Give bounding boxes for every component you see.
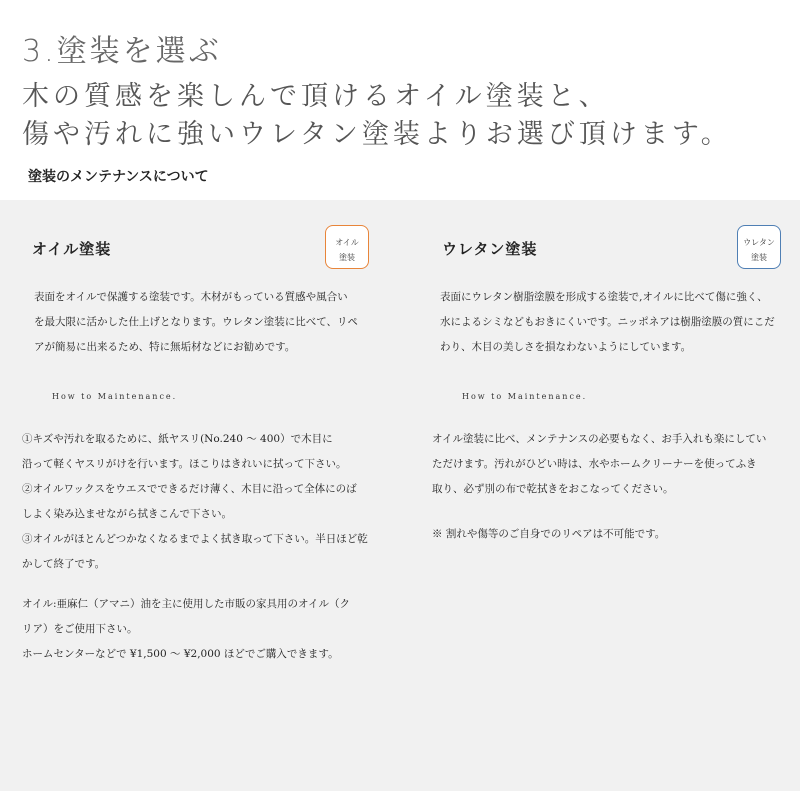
oil-description — [34, 285, 358, 360]
oil-maintenance-line: ③オイルがほとんどつかなくなるまでよく拭き取って下さい。半日ほど乾 — [22, 533, 368, 545]
urethane-badge-line-2: 塗装 — [751, 253, 767, 262]
oil-description-line: を最大限に活かした仕上げとなります。ウレタン塗装に比べて、リペ — [34, 316, 358, 328]
urethane-maintenance-line: 取り、必ず別の布で乾拭きをおこなってください。 — [432, 483, 674, 495]
intro-line-2: 傷や汚れに強いウレタン塗装よりお選び頂けます。 — [22, 119, 732, 150]
oil-maintenance-line: 沿って軽くヤスリがけを行います。ほこりはきれいに拭って下さい。 — [22, 458, 347, 470]
oil-description-line: アが簡易に出来るため、特に無垢材などにお勧めです。 — [34, 341, 296, 353]
oil-maintenance-line: ②オイルワックスをウエスでできるだけ薄く、木目に沿って全体にのば — [22, 483, 357, 495]
oil-maintenance-line: しよく染み込ませながら拭きこんで下さい。 — [22, 508, 232, 520]
section-heading: 塗装のメンテナンスについて — [28, 169, 209, 185]
oil-title: オイル塗装 — [32, 240, 112, 258]
step-title: 3.塗装を選ぶ — [22, 34, 222, 69]
urethane-howto-label: How to Maintenance. — [462, 392, 588, 401]
header — [0, 0, 800, 200]
intro-line-1: 木の質感を楽しんで頂けるオイル塗装と、 — [22, 81, 610, 112]
oil-notes — [22, 592, 350, 667]
oil-notes-line: ホームセンターなどで ¥1,500 ～ ¥2,000 ほどでご購入できます。 — [22, 648, 339, 660]
oil-badge-line-1: オイル — [335, 238, 359, 247]
oil-howto-label: How to Maintenance. — [52, 392, 178, 401]
urethane-maintenance-line: オイル塗装に比べ、メンテナンスの必要もなく、お手入れも楽にしてい — [432, 433, 767, 445]
oil-maintenance — [22, 427, 368, 577]
oil-badge — [325, 225, 369, 269]
urethane-maintenance — [432, 427, 766, 502]
oil-badge-line-2: 塗装 — [339, 253, 355, 262]
oil-maintenance-line: ①キズや汚れを取るために、紙ヤスリ(No.240 ～ 400）で木目に — [22, 433, 333, 445]
urethane-badge — [737, 225, 781, 269]
urethane-badge-line-1: ウレタン — [743, 238, 775, 247]
urethane-description — [440, 285, 775, 360]
urethane-description-line: わり、木目の美しさを損なわないようにしています。 — [440, 341, 692, 353]
urethane-description-line: 表面にウレタン樹脂塗膜を形成する塗装で,オイルに比べて傷に強く、 — [440, 291, 768, 303]
oil-notes-line: リア）をご使用下さい。 — [22, 623, 138, 635]
urethane-title: ウレタン塗装 — [442, 240, 538, 258]
urethane-description-line: 水によるシミなどもおきにくいです。ニッポネアは樹脂塗膜の質にこだ — [440, 316, 775, 328]
oil-description-line: 表面をオイルで保護する塗装です。木材がもっている質感や風合い — [34, 291, 348, 303]
oil-notes-line: オイル:亜麻仁（アマニ）油を主に使用した市販の家具用のオイル（ク — [22, 598, 350, 610]
urethane-maintenance-line: ただけます。汚れがひどい時は、水やホームクリーナーを使ってふき — [432, 458, 757, 470]
oil-maintenance-line: かして終了です。 — [22, 558, 106, 570]
urethane-note: ※ 割れや傷等のご自身でのリペアは不可能です。 — [432, 528, 666, 540]
